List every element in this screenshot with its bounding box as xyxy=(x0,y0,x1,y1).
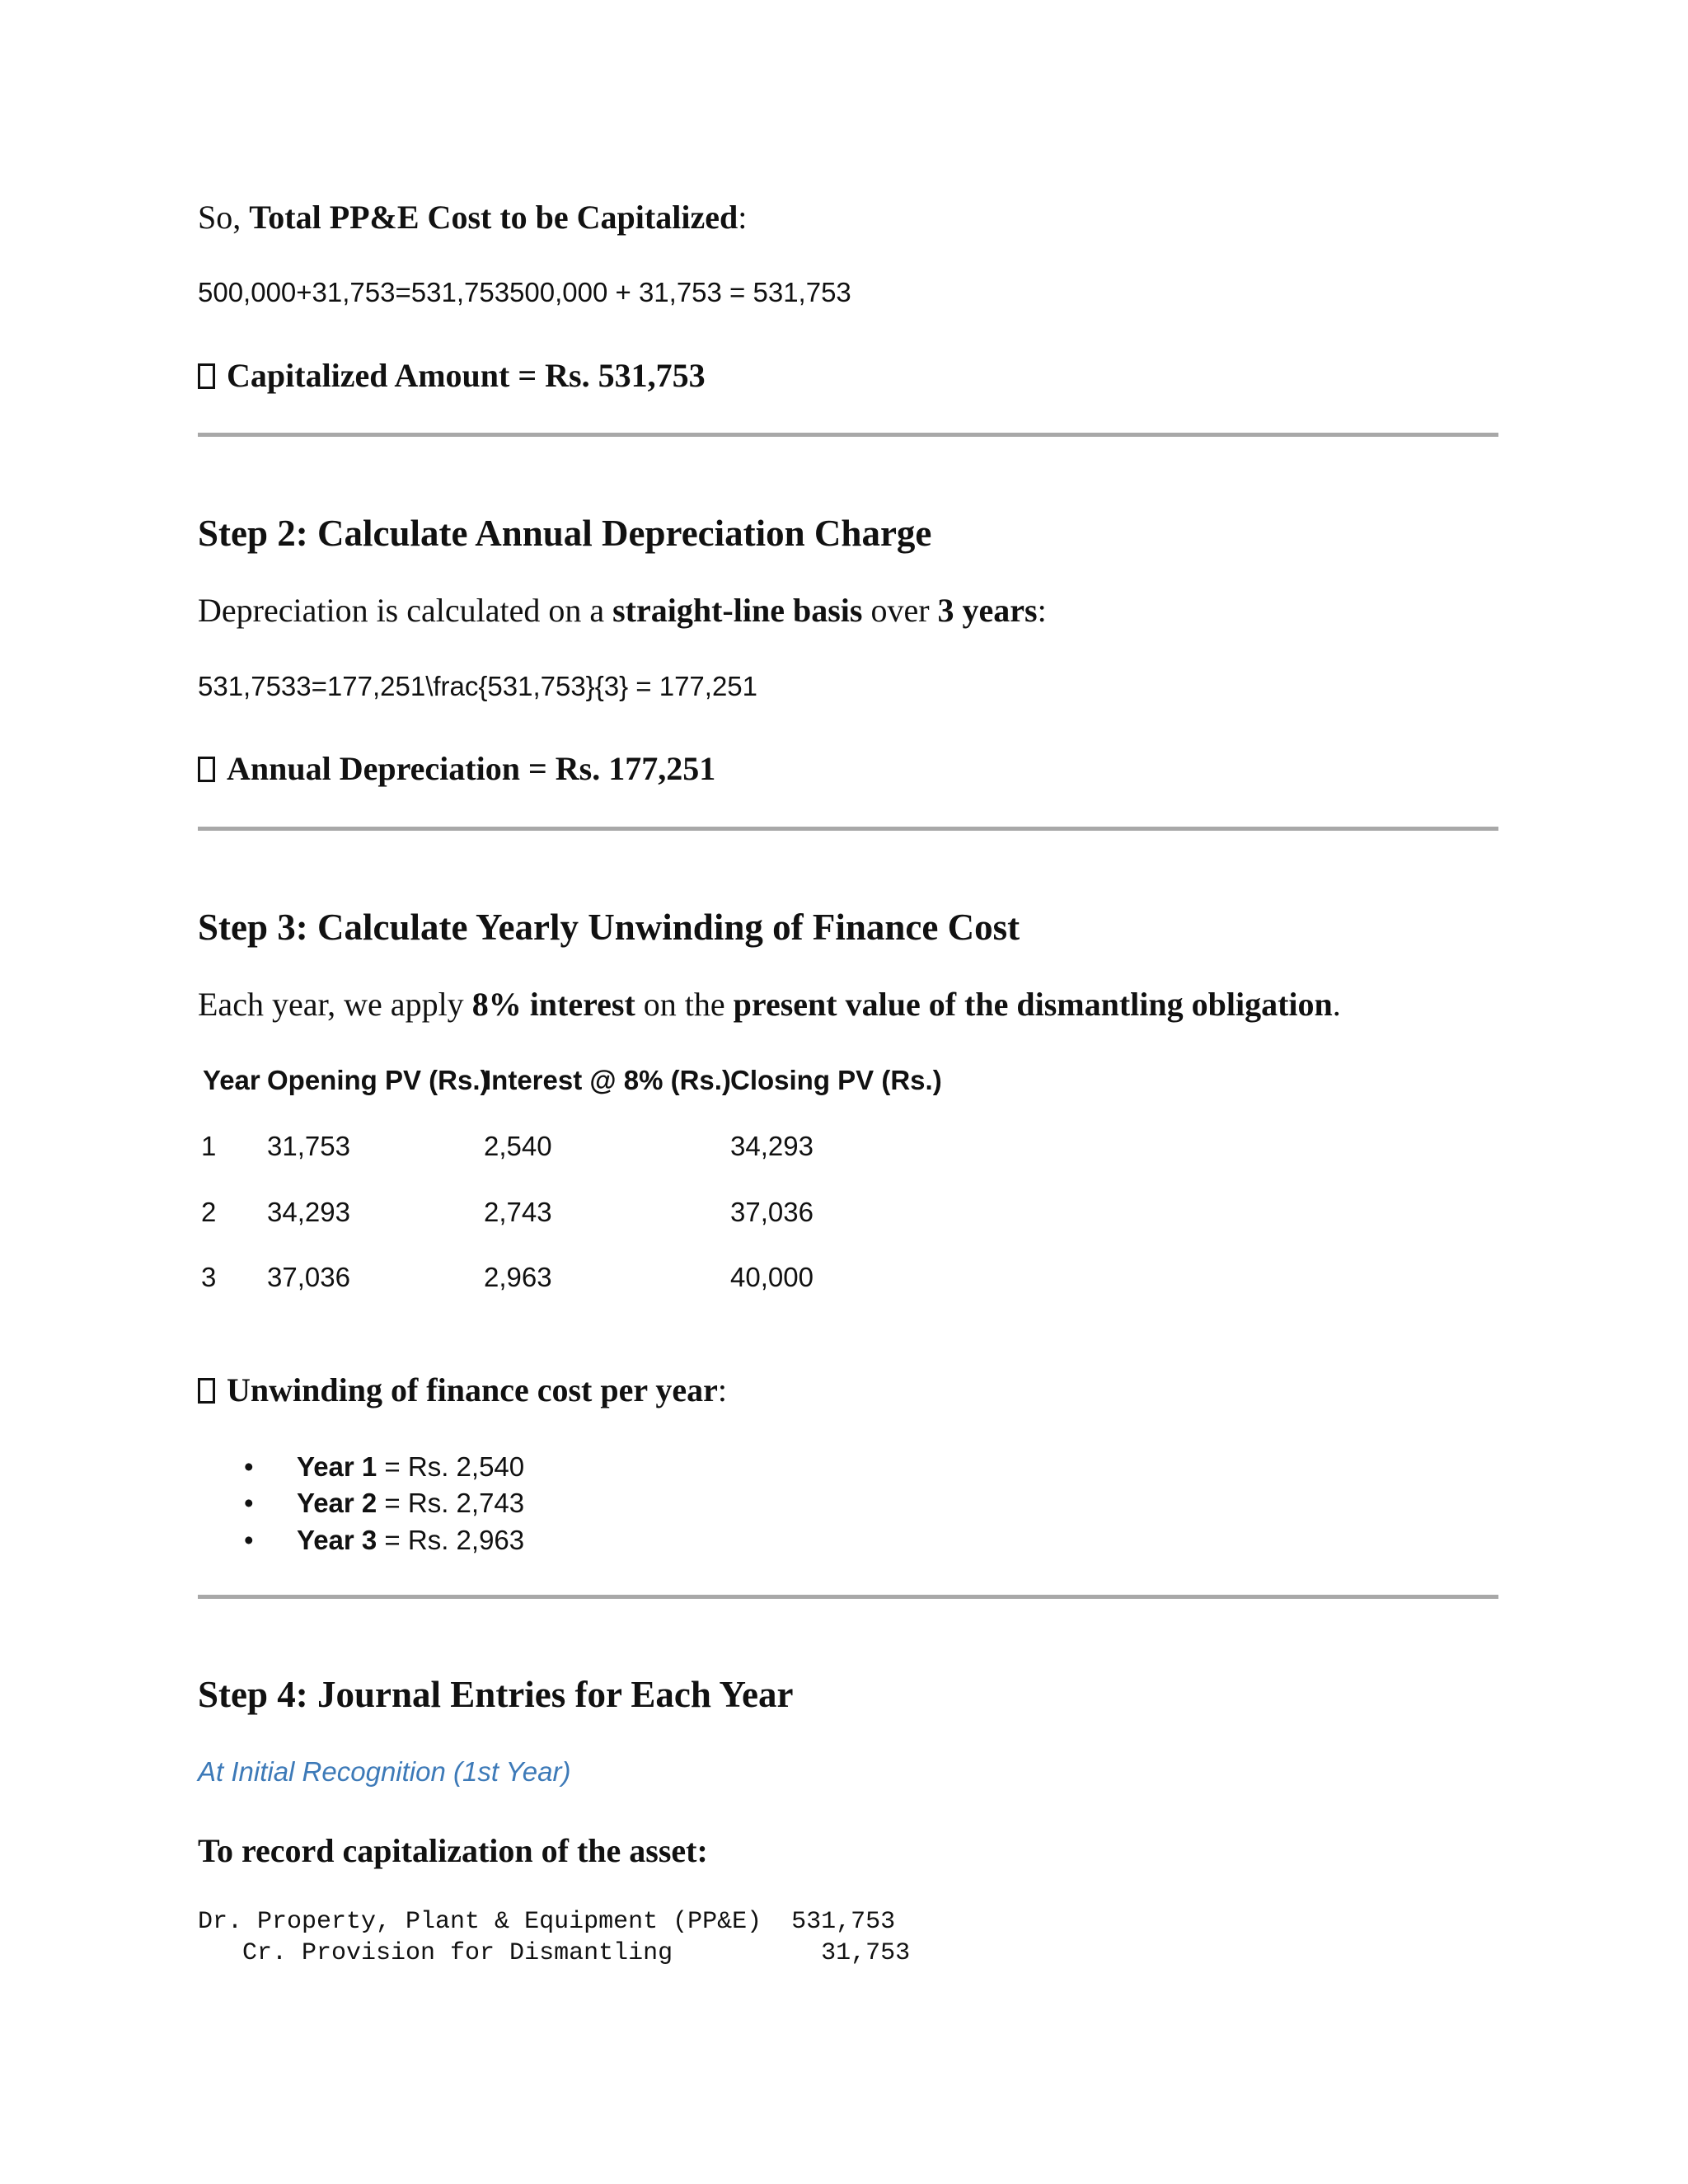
bullet-value: = Rs. 2,743 xyxy=(377,1488,525,1518)
step3-text-3: . xyxy=(1332,986,1341,1023)
record-heading: To record capitalization of the asset: xyxy=(198,1832,708,1869)
capitalization-formula: 500,000+31,753=531,753500,000 + 31,753 = 531,753 xyxy=(198,277,851,307)
table-cell: 40,000 xyxy=(730,1262,814,1292)
table-cell: 1 xyxy=(201,1131,217,1161)
divider xyxy=(198,1595,1498,1599)
step2-heading: Step 2: Calculate Annual Depreciation Charge xyxy=(198,513,932,554)
step4-subheading: At Initial Recognition (1st Year) xyxy=(198,1756,571,1787)
table-cell: 31,753 xyxy=(267,1131,350,1161)
divider xyxy=(198,827,1498,831)
step4-heading: Step 4: Journal Entries for Each Year xyxy=(198,1674,794,1715)
capitalized-amount-text: Capitalized Amount = Rs. 531,753 xyxy=(227,357,706,394)
journal-entry-line-1: Dr. Property, Plant & Equipment (PP&E) 531,753 xyxy=(198,1908,896,1936)
bullet-value: = Rs. 2,540 xyxy=(377,1451,525,1482)
list-item xyxy=(297,1451,524,1483)
checkbox-glyph-icon xyxy=(198,363,215,389)
step2-description xyxy=(198,591,1047,630)
table-cell: 34,293 xyxy=(267,1197,350,1227)
lead-prefix: So, xyxy=(198,199,250,236)
table-cell: 34,293 xyxy=(730,1131,814,1161)
unwinding-summary xyxy=(198,1371,727,1409)
table-cell: 37,036 xyxy=(730,1197,814,1227)
divider xyxy=(198,433,1498,437)
bullet-dot: • xyxy=(244,1451,254,1482)
journal-entry-line-2: Cr. Provision for Dismantling 31,753 xyxy=(198,1939,911,1967)
table-cell: 3 xyxy=(201,1262,217,1292)
step2-text-2: over xyxy=(862,592,938,629)
bullet-value: = Rs. 2,963 xyxy=(377,1525,525,1555)
bullet-label: Year 2 xyxy=(297,1488,377,1518)
table-cell: 2,743 xyxy=(484,1197,552,1227)
unwinding-summary-suffix: : xyxy=(717,1371,728,1408)
step2-bold-1: straight-line basis xyxy=(612,592,863,629)
table-cell: 2,963 xyxy=(484,1262,552,1292)
table-header-year: Year xyxy=(203,1065,260,1095)
step2-text-1: Depreciation is calculated on a xyxy=(198,592,613,629)
checkbox-glyph-icon xyxy=(198,757,215,782)
step3-description xyxy=(198,985,1341,1024)
lead-bold: Total PP&E Cost to be Capitalized xyxy=(249,199,738,236)
step3-text-1: Each year, we apply xyxy=(198,986,472,1023)
step3-heading: Step 3: Calculate Yearly Unwinding of Finance Cost xyxy=(198,907,1020,948)
depreciation-formula: 531,7533=177,251\frac{531,753}{3} = 177,251 xyxy=(198,671,757,701)
checkbox-glyph-icon xyxy=(198,1378,215,1404)
bullet-dot: • xyxy=(244,1488,254,1518)
list-item xyxy=(297,1488,524,1519)
bullet-label: Year 1 xyxy=(297,1451,377,1482)
table-cell: 37,036 xyxy=(267,1262,350,1292)
step3-bold-1: 8% interest xyxy=(471,986,635,1023)
bullet-label: Year 3 xyxy=(297,1525,377,1555)
step3-text-2: on the xyxy=(635,986,734,1023)
bullet-dot: • xyxy=(244,1525,254,1555)
step2-text-3: : xyxy=(1037,592,1047,629)
table-header-closing-pv: Closing PV (Rs.) xyxy=(730,1065,942,1095)
capitalized-amount-result xyxy=(198,356,706,395)
annual-depreciation-text: Annual Depreciation = Rs. 177,251 xyxy=(227,750,716,787)
list-item xyxy=(297,1525,524,1556)
table-cell: 2,540 xyxy=(484,1131,552,1161)
step3-bold-2: present value of the dismantling obligation xyxy=(733,986,1333,1023)
unwinding-summary-bold: Unwinding of finance cost per year xyxy=(227,1371,718,1408)
table-cell: 2 xyxy=(201,1197,217,1227)
total-cost-lead xyxy=(198,198,747,237)
table-header-interest: Interest @ 8% (Rs.) xyxy=(484,1065,731,1095)
lead-suffix: : xyxy=(738,199,748,236)
step2-bold-2: 3 years xyxy=(937,592,1038,629)
table-header-opening-pv: Opening PV (Rs.) xyxy=(267,1065,490,1095)
annual-depreciation-result xyxy=(198,749,715,788)
